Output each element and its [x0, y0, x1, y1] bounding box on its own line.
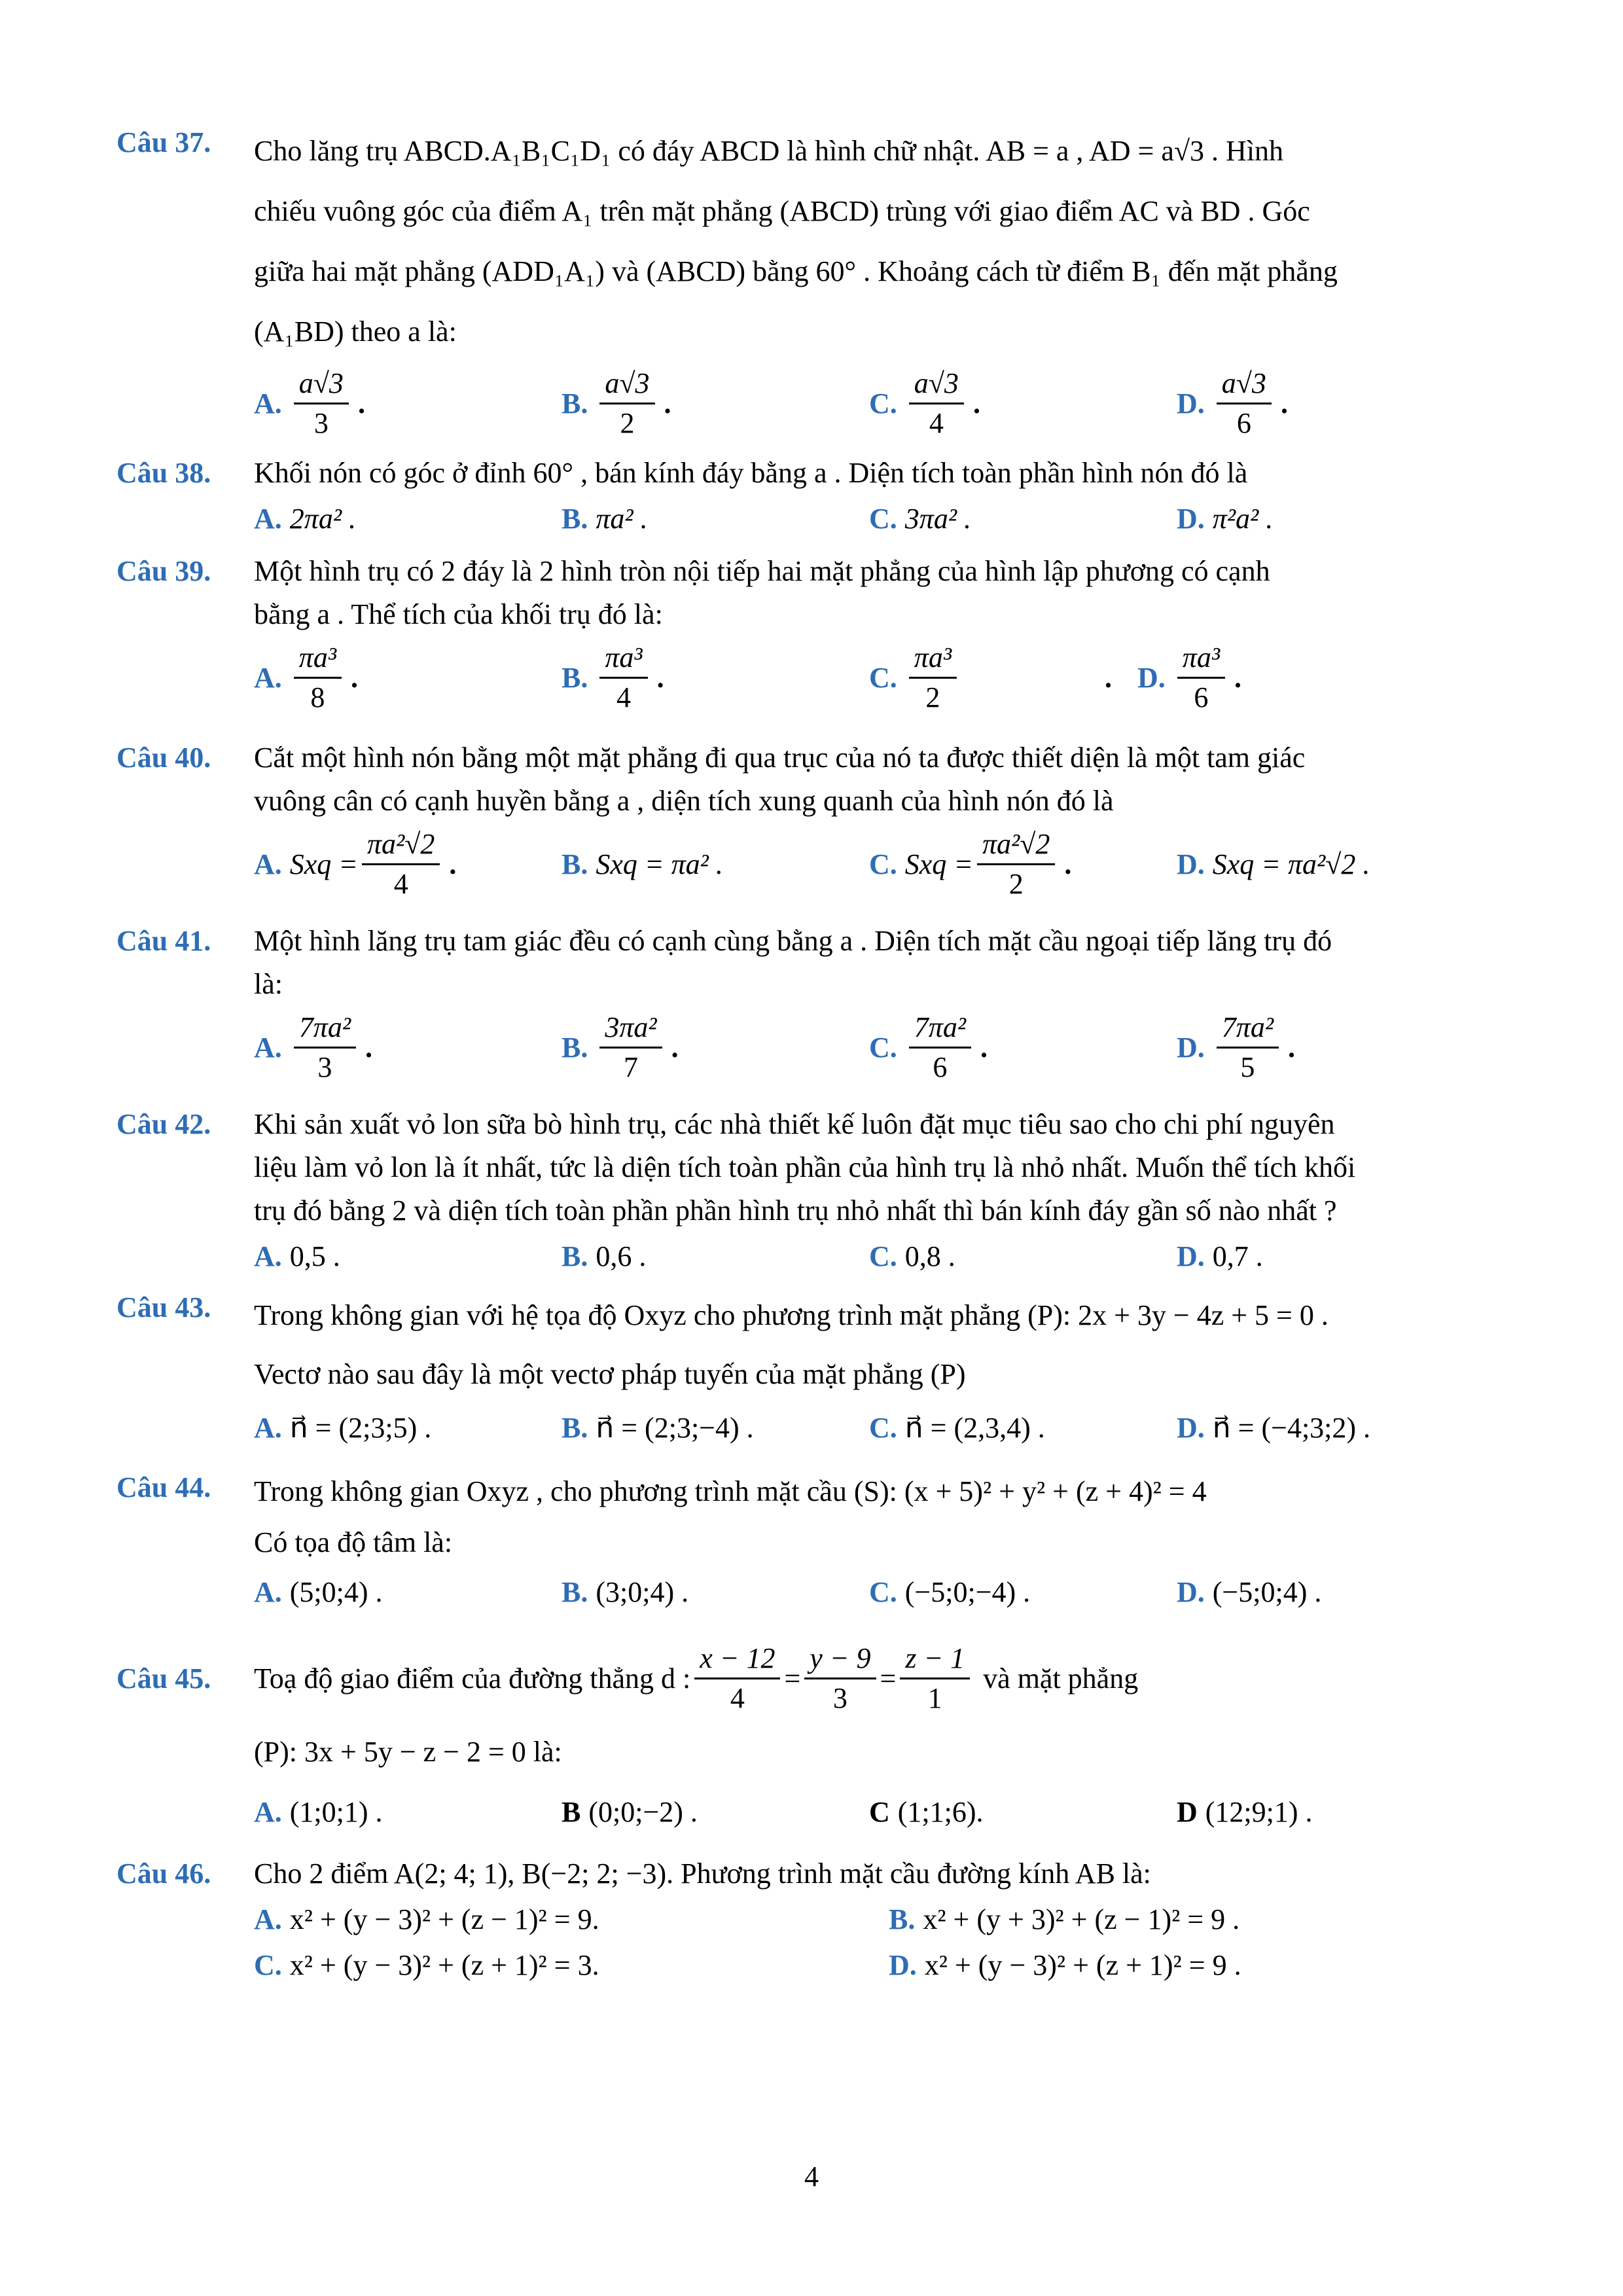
question-text: Một hình lăng trụ tam giác đều có cạnh cùng bằng a . Diện tích mặt cầu ngoại tiếp lăng trụ đó là:: [254, 925, 1332, 1000]
answer-options-row-2: [254, 1944, 1517, 1987]
question-text: Trong không gian với hệ tọa độ Oxyz cho phương trình mặt phẳng (P): 2x + 3y − 4z + 5 = 0 . Vectơ nào sau đây là một vectơ pháp tuyến của mặt phẳng (P): [254, 1299, 1329, 1390]
question-42: [116, 1103, 1517, 1278]
question-text: Cho lăng trụ ABCD.A₁B₁C₁D₁ có đáy ABCD là hình chữ nhật. AB = a , AD = a√3 . Hình chiếu vuông góc của điểm A₁ trên mặt phẳng (ABCD) trùng với giao điểm AC và BD . Góc giữa hai mặt phẳng (ADD₁A₁) và (ABCD) bằng 60° . Khoảng cách từ điểm B₁ đến mặt phẳng (A₁BD) theo a là:: [254, 135, 1338, 348]
option-d[interactable]: D. 0,7 .: [1177, 1240, 1263, 1272]
question-text: Khối nón có góc ở đỉnh 60° , bán kính đáy bằng a . Diện tích toàn phần hình nón đó là: [254, 457, 1248, 489]
option-d[interactable]: D. n⃗ = (−4;3;2) .: [1177, 1412, 1371, 1444]
option-a[interactable]: A. Sxq = $\frac{\text{πa²√2}}{4}$ .: [254, 825, 562, 903]
question-43: [116, 1286, 1517, 1450]
option-b[interactable]: B. 0,6 .: [562, 1240, 647, 1272]
question-text: Cắt một hình nón bằng một mặt phẳng đi qua trục của nó ta được thiết diện là một tam giác vuông cân có cạnh huyền bằng a , diện tích xung quanh của hình nón đó là: [254, 742, 1306, 817]
answer-options: [254, 639, 1517, 717]
question-text: Trong không gian Oxyz , cho phương trình mặt cầu (S): (x + 5)² + y² + (z + 4)² = 4 Có tọa độ tâm là:: [254, 1475, 1207, 1558]
option-a[interactable]: A. $\frac{\text{πa³}}{8}$ .: [254, 639, 562, 717]
answer-options: [254, 1407, 1517, 1450]
question-44: [116, 1466, 1517, 1614]
option-a[interactable]: A. 0,5 .: [254, 1240, 340, 1272]
option-a[interactable]: A. (5;0;4) .: [254, 1576, 383, 1608]
answer-options: [254, 1235, 1517, 1278]
option-a[interactable]: A. 2πa² .: [254, 503, 357, 535]
question-text-line-2: (P): 3x + 5y − z − 2 = 0 là:: [254, 1736, 562, 1768]
option-c[interactable]: C. x² + (y − 3)² + (z + 1)² = 3.: [254, 1949, 599, 1981]
question-40: [116, 736, 1517, 903]
answer-options: [254, 825, 1517, 903]
option-c[interactable]: C (1;1;6).: [869, 1796, 984, 1828]
question-label: Câu 45.: [116, 1662, 211, 1695]
question-label: Câu 42.: [116, 1108, 211, 1140]
question-45: [116, 1640, 1517, 1834]
option-d[interactable]: D. Sxq = πa²√2 .: [1177, 848, 1370, 880]
option-c[interactable]: C. $\frac{\text{7πa²}}{6}$ .: [869, 1009, 1177, 1086]
question-text: Toạ độ giao điểm của đường thẳng d : $\frac{x - 12}{4}$ = $\frac{y - 9}{3}$ = $\frac{z - 1}{1}$ và mặt phẳng: [254, 1640, 1517, 1717]
question-text: Cho 2 điểm A(2; 4; 1), B(−2; 2; −3). Phương trình mặt cầu đường kính AB là:: [254, 1857, 1151, 1890]
question-41: [116, 920, 1517, 1086]
option-b[interactable]: B. Sxq = πa² .: [562, 848, 723, 880]
question-37: [116, 121, 1517, 442]
option-b[interactable]: B. πa² .: [562, 503, 648, 535]
question-39: [116, 550, 1517, 717]
option-b[interactable]: B. n⃗ = (2;3;−4) .: [562, 1412, 754, 1444]
answer-options: [254, 365, 1517, 442]
option-a[interactable]: A. (1;0;1) .: [254, 1796, 383, 1828]
option-c[interactable]: C. 0,8 .: [869, 1240, 955, 1272]
answer-options: [254, 497, 1517, 541]
question-label: Câu 40.: [116, 742, 211, 774]
option-d[interactable]: D. x² + (y − 3)² + (z + 1)² = 9 .: [889, 1949, 1241, 1981]
question-label: Câu 37.: [116, 126, 211, 158]
answer-options: [254, 1791, 1517, 1834]
question-label: Câu 46.: [116, 1857, 211, 1890]
option-d[interactable]: D. $\frac{\text{7πa²}}{5}$ .: [1177, 1009, 1484, 1086]
question-label: Câu 44.: [116, 1471, 211, 1503]
option-d[interactable]: D. (−5;0;4) .: [1177, 1576, 1322, 1608]
option-d[interactable]: D. π²a² .: [1177, 503, 1274, 535]
option-c[interactable]: C. (−5;0;−4) .: [869, 1576, 1031, 1608]
question-label: Câu 43.: [116, 1291, 211, 1323]
question-text: Một hình trụ có 2 đáy là 2 hình tròn nội tiếp hai mặt phẳng của hình lập phương có cạnh bằng a . Thể tích của khối trụ đó là:: [254, 555, 1270, 630]
option-a[interactable]: A. x² + (y − 3)² + (z − 1)² = 9.: [254, 1903, 599, 1935]
page-number: 4: [804, 2161, 819, 2193]
option-d[interactable]: D (12;9;1) .: [1177, 1796, 1313, 1828]
option-c[interactable]: C. n⃗ = (2,3,4) .: [869, 1412, 1045, 1444]
option-c[interactable]: C. 3πa² .: [869, 503, 972, 535]
option-b[interactable]: B. x² + (y + 3)² + (z − 1)² = 9 .: [889, 1903, 1240, 1935]
option-a[interactable]: A. $\frac{a√3}{3}$ .: [254, 365, 562, 442]
option-c[interactable]: C. $\frac{\text{πa³}}{2}$ .: [869, 639, 1177, 717]
option-b[interactable]: B. (3;0;4) .: [562, 1576, 689, 1608]
question-text: Khi sản xuất vỏ lon sữa bò hình trụ, các nhà thiết kế luôn đặt mục tiêu sao cho chi phí nguyên liệu làm vỏ lon là ít nhất, tức là diện tích toàn phần của hình trụ là nhỏ nhất. Muốn thể tích khối trụ đó bằng 2 và diện tích toàn phần phần hình trụ nhỏ nhất thì bán kính đáy gần số nào nhất ?: [254, 1108, 1356, 1227]
option-a[interactable]: A. $\frac{\text{7πa²}}{3}$ .: [254, 1009, 562, 1086]
question-label: Câu 41.: [116, 925, 211, 957]
question-label: Câu 38.: [116, 457, 211, 489]
question-label: Câu 39.: [116, 555, 211, 587]
option-a[interactable]: A. n⃗ = (2;3;5) .: [254, 1412, 432, 1444]
answer-options: [254, 1571, 1517, 1614]
option-d[interactable]: D. $\frac{\text{πa³}}{6}$ .: [1137, 639, 1445, 717]
answer-options: [254, 1009, 1517, 1086]
option-c[interactable]: C. $\frac{a√3}{4}$ .: [869, 365, 1177, 442]
option-d[interactable]: D. $\frac{a√3}{6}$ .: [1177, 365, 1484, 442]
option-b[interactable]: B. $\frac{\text{πa³}}{4}$ .: [562, 639, 869, 717]
option-b[interactable]: B (0;0;−2) .: [562, 1796, 698, 1828]
option-c[interactable]: C. Sxq = $\frac{\text{πa²√2}}{2}$ .: [869, 825, 1177, 903]
question-46: [116, 1852, 1517, 1987]
option-b[interactable]: B. $\frac{a√3}{2}$ .: [562, 365, 869, 442]
option-b[interactable]: B. $\frac{\text{3πa²}}{7}$ .: [562, 1009, 869, 1086]
question-38: [116, 452, 1517, 541]
answer-options-row-1: [254, 1898, 1517, 1941]
